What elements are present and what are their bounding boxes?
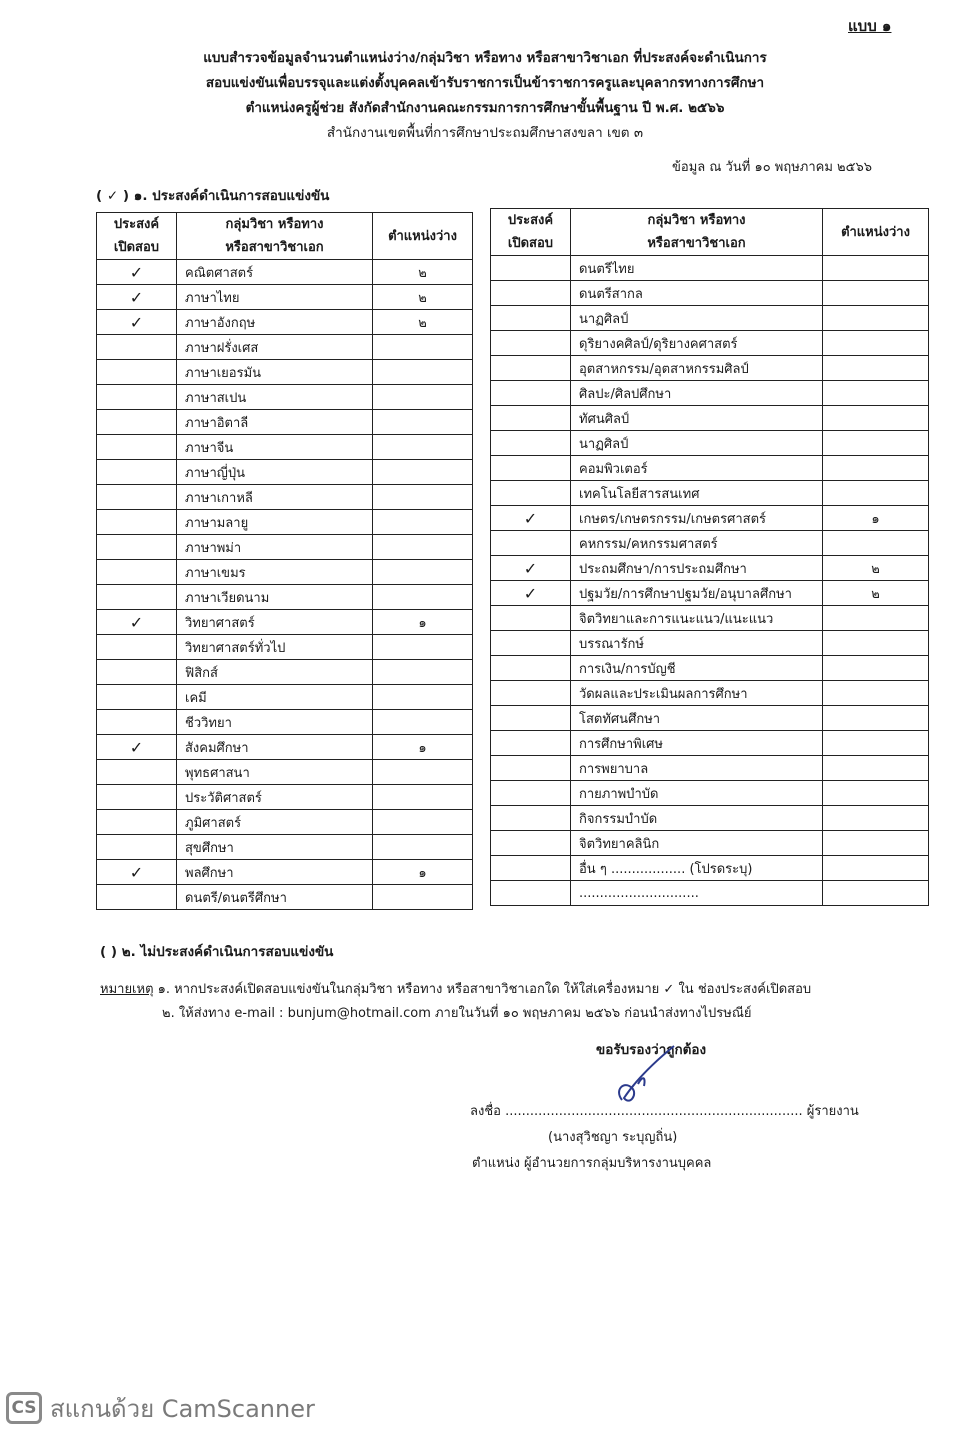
subject-cell: สังคมศึกษา [177,735,373,760]
subject-cell: วิทยาศาสตร์ทั่วไป [177,635,373,660]
open-check [97,710,177,735]
table-row [97,310,473,335]
subject-cell: ภาษาไทย [177,285,373,310]
col-subject-header: กลุ่มวิชา หรือทาง หรือสาขาวิชาเอก [571,209,823,256]
positions-cell [823,881,929,906]
subject-cell: การศึกษาพิเศษ [571,731,823,756]
positions-cell: ๒ [373,260,473,285]
table-row [491,731,929,756]
subject-cell: ภาษาพม่า [177,535,373,560]
subject-cell: ภาษาจีน [177,435,373,460]
positions-cell [373,460,473,485]
open-check [97,560,177,585]
table-row [97,385,473,410]
table-row [491,306,929,331]
positions-cell [823,631,929,656]
positions-cell [373,335,473,360]
positions-cell [373,535,473,560]
table-row [97,260,473,285]
positions-cell [373,685,473,710]
subject-cell: เกษตร/เกษตรกรรม/เกษตรศาสตร์ [571,506,823,531]
subject-cell: เทคโนโลยีสารสนเทศ [571,481,823,506]
option-2-not-proceed: ( ) ๒. ไม่ประสงค์ดำเนินการสอบแข่งขัน [100,944,334,960]
signature-line: ลงชื่อ ........................................................................ ผู้รายงาน [470,1104,859,1119]
positions-cell [373,835,473,860]
table-row [491,406,929,431]
subject-cell: สุขศึกษา [177,835,373,860]
subject-cell: ภาษาสเปน [177,385,373,410]
table-row [97,685,473,710]
table-row [97,835,473,860]
open-check [491,831,571,856]
positions-cell [373,635,473,660]
open-check [97,585,177,610]
open-check [97,785,177,810]
subject-cell: จิตวิทยาคลินิก [571,831,823,856]
subject-cell: ภาษาเวียดนาม [177,585,373,610]
open-check [491,631,571,656]
option-1-proceed: ( ✓ ) ๑. ประสงค์ดำเนินการสอบแข่งขัน [96,188,330,204]
table-row [491,356,929,381]
table-row [491,781,929,806]
subject-cell: ประวัติศาสตร์ [177,785,373,810]
positions-cell [373,760,473,785]
table-row [97,285,473,310]
subject-cell: อื่น ๆ .................. (โปรดระบุ) [571,856,823,881]
table-row [97,885,473,910]
subject-cell: ภาษาเยอรมัน [177,360,373,385]
open-check [491,681,571,706]
positions-cell [823,281,929,306]
positions-cell [373,510,473,535]
open-check [97,885,177,910]
open-check [97,460,177,485]
signer-position: ตำแหน่ง ผู้อำนวยการกลุ่มบริหารงานบุคคล [472,1156,712,1171]
open-check [491,356,571,381]
signer-name: (นางสุวิชญา ระบุญถิ่น) [548,1130,678,1145]
positions-cell [823,331,929,356]
positions-cell [823,406,929,431]
col-subject-header: กลุ่มวิชา หรือทาง หรือสาขาวิชาเอก [177,213,373,260]
table-row [491,856,929,881]
open-check [491,731,571,756]
certify-text: ขอรับรองว่าถูกต้อง [596,1042,707,1058]
subject-cell: ภาษาฝรั่งเศส [177,335,373,360]
positions-cell: ๑ [373,735,473,760]
open-check: ✓ [97,285,177,310]
table-row [491,481,929,506]
subject-cell: ฟิสิกส์ [177,660,373,685]
data-date: ข้อมูล ณ วันที่ ๑๐ พฤษภาคม ๒๕๖๖ [672,160,872,175]
open-check: ✓ [97,310,177,335]
open-check: ✓ [97,860,177,885]
table-row [97,560,473,585]
subject-cell: การเงิน/การบัญชี [571,656,823,681]
subject-cell: ดนตรีไทย [571,256,823,281]
open-check: ✓ [491,581,571,606]
subject-cell: นาฏศิลป์ [571,431,823,456]
subject-cell: ภาษาเกาหลี [177,485,373,510]
table-row [97,435,473,460]
table-row [491,706,929,731]
open-check [97,835,177,860]
open-check [491,481,571,506]
subject-cell: เคมี [177,685,373,710]
table-row [97,410,473,435]
table-row [97,735,473,760]
positions-cell: ๒ [373,310,473,335]
subject-cell: นาฏศิลป์ [571,306,823,331]
col-open-header: ประสงค์ เปิดสอบ [491,209,571,256]
positions-cell [823,806,929,831]
subject-cell: พลศึกษา [177,860,373,885]
positions-cell [823,781,929,806]
title-line: สำนักงานเขตพื้นที่การศึกษาประถมศึกษาสงขลา เขต ๓ [326,125,644,141]
subject-cell: ภาษาอังกฤษ [177,310,373,335]
subject-cell: ดนตรีสากล [571,281,823,306]
table-row [97,760,473,785]
open-check: ✓ [97,735,177,760]
positions-cell [373,435,473,460]
note-1: ๑. หากประสงค์เปิดสอบแข่งขันในกลุ่มวิชา หรือทาง หรือสาขาวิชาเอกใด ให้ใส่เครื่องหมาย ✓ ใน ช่องประสงค์เปิดสอบ [153,982,812,997]
open-check [97,360,177,385]
subject-cell: จิตวิทยาและการแนะแนว/แนะแนว [571,606,823,631]
positions-cell [373,810,473,835]
table-row [491,881,929,906]
open-check [97,660,177,685]
positions-cell: ๒ [823,581,929,606]
open-check [491,606,571,631]
positions-cell [373,710,473,735]
table-row [491,606,929,631]
table-row [97,510,473,535]
table-row [97,860,473,885]
open-check [491,856,571,881]
col-positions-header: ตำแหน่งว่าง [373,213,473,260]
open-check: ✓ [97,610,177,635]
table-row [97,460,473,485]
open-check [491,431,571,456]
note-2: ๒. ให้ส่งทาง e-mail : bunjum@hotmail.com ภายในวันที่ ๑๐ พฤษภาคม ๒๕๖๖ ก่อนนำส่งทางไปรษณีย์ [162,1006,752,1021]
positions-cell [373,360,473,385]
subject-cell: ศิลปะ/ศิลปศึกษา [571,381,823,406]
positions-cell [823,681,929,706]
open-check: ✓ [491,506,571,531]
open-check [97,535,177,560]
open-check [491,531,571,556]
subject-cell: โสตทัศนศึกษา [571,706,823,731]
title-line: ตำแหน่งครูผู้ช่วย สังกัดสำนักงานคณะกรรมการการศึกษาขั้นพื้นฐาน ปี พ.ศ. ๒๕๖๖ [245,100,725,116]
table-row [491,631,929,656]
open-check [491,806,571,831]
open-check [97,685,177,710]
positions-cell [823,481,929,506]
subject-cell: วิทยาศาสตร์ [177,610,373,635]
left-subject-table [96,212,473,910]
open-check [491,306,571,331]
table-row [491,831,929,856]
table-row [491,806,929,831]
table-row [491,531,929,556]
positions-cell [823,606,929,631]
notes-label: หมายเหตุ [100,982,154,997]
open-check [491,331,571,356]
positions-cell [823,856,929,881]
positions-cell [823,756,929,781]
watermark-text: สแกนด้วย CamScanner [50,1394,315,1423]
open-check [97,760,177,785]
subject-cell: ภาษามลายู [177,510,373,535]
positions-cell [373,485,473,510]
positions-cell [823,306,929,331]
table-row [491,756,929,781]
title-line: สอบแข่งขันเพื่อบรรจุและแต่งตั้งบุคคลเข้ารับราชการเป็นข้าราชการครูและบุคลากรทางการศึกษา [205,75,765,91]
open-check [491,406,571,431]
table-row [491,556,929,581]
table-row [97,660,473,685]
table-row [97,360,473,385]
subject-cell: อุตสาหกรรม/อุตสาหกรรมศิลป์ [571,356,823,381]
positions-cell [373,885,473,910]
open-check [97,635,177,660]
subject-cell: ภูมิศาสตร์ [177,810,373,835]
subject-cell: คณิตศาสตร์ [177,260,373,285]
positions-cell [823,356,929,381]
table-row [97,335,473,360]
positions-cell [823,656,929,681]
table-row [97,535,473,560]
subject-cell: คหกรรม/คหกรรมศาสตร์ [571,531,823,556]
open-check [491,781,571,806]
positions-cell: ๒ [373,285,473,310]
positions-cell: ๑ [373,610,473,635]
positions-cell [823,706,929,731]
positions-cell [823,831,929,856]
subject-cell: ทัศนศิลป์ [571,406,823,431]
open-check [97,435,177,460]
subject-cell: ภาษาอิตาลี [177,410,373,435]
table-row [491,456,929,481]
subject-cell: ดนตรี/ดนตรีศึกษา [177,885,373,910]
camscanner-logo-icon: CS [6,1392,42,1424]
camscanner-watermark [6,1390,315,1426]
table-row [491,256,929,281]
open-check [491,756,571,781]
table-row [97,585,473,610]
open-check [491,706,571,731]
subject-cell: ดุริยางคศิลป์/ดุริยางคศาสตร์ [571,331,823,356]
subject-cell: กิจกรรมบำบัด [571,806,823,831]
table-row [97,610,473,635]
subject-cell: พุทธศาสนา [177,760,373,785]
open-check [491,381,571,406]
positions-cell: ๒ [823,556,929,581]
subject-cell: ภาษาญี่ปุ่น [177,460,373,485]
table-row [491,331,929,356]
positions-cell [373,410,473,435]
subject-cell: คอมพิวเตอร์ [571,456,823,481]
table-row [491,431,929,456]
subject-cell: ชีววิทยา [177,710,373,735]
positions-cell [373,385,473,410]
positions-cell [373,585,473,610]
positions-cell [373,560,473,585]
title-line: แบบสำรวจข้อมูลจำนวนตำแหน่งว่าง/กลุ่มวิชา หรือทาง หรือสาขาวิชาเอก ที่ประสงค์จะดำเนินการ [203,50,767,66]
positions-cell [823,531,929,556]
table-row [491,381,929,406]
subject-cell: ปฐมวัย/การศึกษาปฐมวัย/อนุบาลศึกษา [571,581,823,606]
form-code: แบบ ๑ [848,17,892,35]
table-row [491,506,929,531]
table-row [491,656,929,681]
open-check [491,281,571,306]
table-row [97,485,473,510]
positions-cell: ๑ [373,860,473,885]
open-check [97,410,177,435]
col-positions-header: ตำแหน่งว่าง [823,209,929,256]
open-check [491,456,571,481]
table-row [97,785,473,810]
open-check [97,510,177,535]
positions-cell: ๑ [823,506,929,531]
positions-cell [823,731,929,756]
positions-cell [373,785,473,810]
open-check [97,485,177,510]
document-title [0,46,970,146]
col-open-header: ประสงค์ เปิดสอบ [97,213,177,260]
positions-cell [823,456,929,481]
positions-cell [823,431,929,456]
positions-cell [373,660,473,685]
subject-cell: ประถมศึกษา/การประถมศึกษา [571,556,823,581]
table-row [491,581,929,606]
table-row [491,281,929,306]
subject-cell: วัดผลและประเมินผลการศึกษา [571,681,823,706]
table-row [97,635,473,660]
table-row [491,681,929,706]
table-row [97,710,473,735]
table-row [97,810,473,835]
subject-cell: บรรณารักษ์ [571,631,823,656]
open-check: ✓ [97,260,177,285]
subject-cell: ............................. [571,881,823,906]
subject-cell: ภาษาเขมร [177,560,373,585]
notes [100,978,811,1026]
open-check [491,881,571,906]
open-check: ✓ [491,556,571,581]
subject-cell: การพยาบาล [571,756,823,781]
positions-cell [823,381,929,406]
open-check [97,335,177,360]
open-check [491,256,571,281]
positions-cell [823,256,929,281]
subject-cell: กายภาพบำบัด [571,781,823,806]
right-subject-table [490,208,929,906]
open-check [97,810,177,835]
open-check [491,656,571,681]
open-check [97,385,177,410]
